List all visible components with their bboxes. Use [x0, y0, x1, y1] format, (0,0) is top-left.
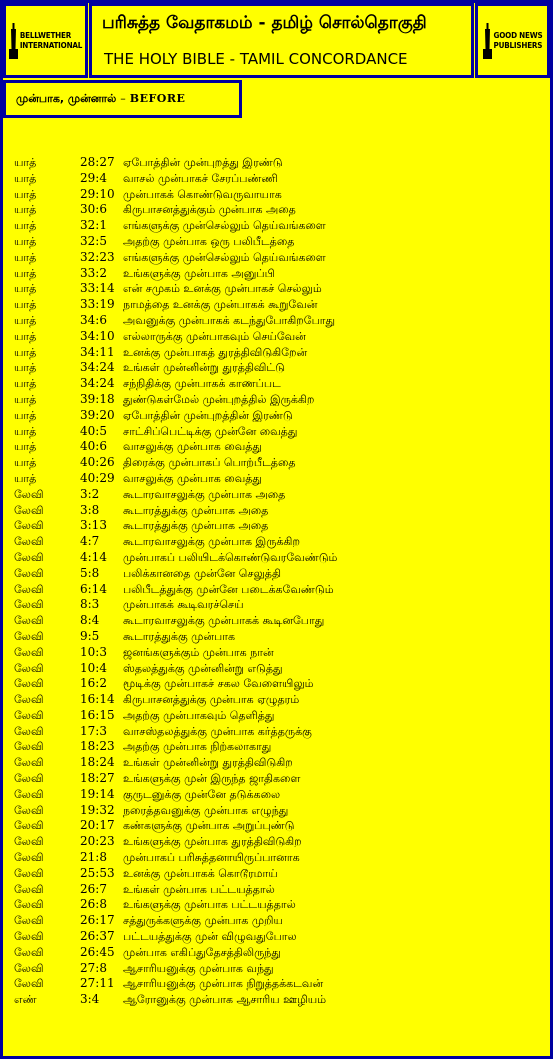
entry-text: உனக்கு முன்பாகக் கொடூரமாய் — [123, 866, 278, 880]
entry-book: லேவி — [14, 835, 44, 849]
entry-book: லேவி — [14, 787, 44, 801]
entry-book: லேவி — [14, 566, 44, 580]
entry-reference: 3:8 — [80, 502, 100, 517]
entry-book: லேவி — [14, 582, 44, 596]
entry-book: லேவி — [14, 866, 44, 880]
entry-reference: 34:10 — [80, 328, 115, 343]
entry-text: நரைத்தவனுக்கு முன்பாக எழுந்து — [123, 803, 289, 817]
entry-book: லேவி — [14, 803, 44, 817]
title-tamil: பரிசுத்த வேதாகமம் - தமிழ் சொல்தொகுதி — [102, 13, 427, 33]
entry-book: லேவி — [14, 645, 44, 659]
entry-book: லேவி — [14, 930, 44, 944]
entry-text: மூடிக்கு முன்பாகச் சகல வேளையிலும் — [123, 677, 314, 691]
entry-text: ஜனங்களுக்கும் முன்பாக நான் — [123, 645, 274, 659]
entry-reference: 18:24 — [80, 755, 115, 770]
headword-tamil: முன்பாக, முன்னால் — [16, 92, 117, 105]
entry-text: ஏபோத்தின் முன்புறத்து இரண்டு — [123, 156, 283, 169]
entry-text: அதற்கு முன்பாக நிற்கலாகாது — [123, 740, 272, 754]
bellwether-logo-text: BELLWETHER INTERNATIONAL — [19, 30, 83, 50]
entry-text: உங்களுக்கு முன்பாக துரத்திவிடுகிற — [123, 835, 302, 849]
entry-text: ஸ்தலத்துக்கு முன்னின்று எடுத்து — [123, 661, 283, 675]
entry-text: வாசல் முன்பாகச் சேரப்பண்ணி — [123, 171, 278, 185]
entry-text: ஆரோனுக்கு முன்பாக ஆசாரிய ஊழியம் — [123, 993, 327, 1007]
entry-reference: 3:4 — [80, 992, 100, 1007]
entry-reference: 18:27 — [80, 771, 115, 786]
entry-book: லேவி — [14, 882, 44, 896]
entry-book: லேவி — [14, 977, 44, 991]
entry-text: ஆசாரியனுக்கு முன்பாக நிறுத்தக்கடவன் — [123, 977, 324, 991]
entry-reference: 17:3 — [80, 723, 107, 738]
entry-book: யாத் — [14, 282, 37, 296]
entry-reference: 33:19 — [80, 297, 115, 312]
entry-reference: 28:27 — [80, 155, 115, 169]
entry-book: லேவி — [14, 945, 44, 959]
entry-book: லேவி — [14, 487, 44, 501]
title-panel — [89, 3, 474, 78]
entry-book: லேவி — [14, 598, 44, 612]
entry-text: பலிபீடத்துக்கு முன்னே படைக்கவேண்டும் — [123, 582, 334, 596]
entry-reference: 25:53 — [80, 865, 115, 880]
entry-book: யாத் — [14, 471, 37, 485]
entry-text: ஆசாரியனுக்கு முன்பாக வந்து — [123, 961, 274, 975]
entry-text: பலிக்கானதை முன்னே செலுத்தி — [123, 566, 281, 580]
entry-reference: 34:11 — [80, 344, 115, 359]
entry-reference: 9:5 — [80, 628, 100, 643]
entry-text: முன்பாகக் கூடிவரச்செய் — [123, 598, 244, 612]
entry-book: யாத் — [14, 313, 37, 327]
entry-book: யாத் — [14, 408, 37, 422]
entry-text: கூடாரத்துக்கு முன்பாக — [123, 629, 236, 643]
entry-reference: 40:29 — [80, 470, 115, 485]
entry-reference: 19:14 — [80, 786, 115, 801]
entry-reference: 26:37 — [80, 929, 115, 944]
entry-reference: 8:3 — [80, 597, 100, 612]
entry-text: சாட்சிப்பெட்டிக்கு முன்னே வைத்து — [123, 424, 298, 438]
entry-reference: 20:17 — [80, 818, 115, 833]
entry-text: உங்கள் முன்னின்று துரத்திவிட்டு — [123, 361, 285, 375]
entry-book: யாத் — [14, 266, 37, 280]
entry-reference: 32:23 — [80, 249, 115, 264]
entry-book: யாத் — [14, 219, 37, 233]
entry-reference: 27:11 — [80, 976, 115, 991]
entry-text: எங்களுக்கு முன்செல்லும் தெய்வங்களை — [123, 250, 326, 264]
entry-text: கிருபாசனத்துக்கும் முன்பாக அதை — [123, 203, 296, 217]
entry-book: யாத் — [14, 171, 37, 185]
entry-text: கூடாரவாசலுக்கு முன்பாகக் கூடினபோது — [123, 614, 325, 628]
entry-reference: 5:8 — [80, 565, 100, 580]
entry-text: உங்களுக்கு முன்பாக பட்டயத்தால் — [123, 898, 296, 912]
entry-text: கூடாரத்துக்கு முன்பாக அதை — [123, 519, 269, 533]
entry-book: யாத் — [14, 298, 37, 312]
goodnews-logo-panel — [475, 3, 550, 78]
entry-reference: 18:23 — [80, 739, 115, 754]
entry-text: துண்டுகள்மேல் முன்புறத்தில் இருக்கிற — [123, 392, 315, 406]
entry-reference: 30:6 — [80, 202, 107, 217]
entry-reference: 29:10 — [80, 186, 115, 201]
entry-book: லேவி — [14, 677, 44, 691]
statue-icon — [483, 23, 492, 59]
entry-book: லேவி — [14, 740, 44, 754]
entry-text: உனக்கு முன்பாகத் துரத்திவிடுகிறேன் — [123, 345, 308, 359]
entry-text: முன்பாகப் பலியிடக்கொண்டுவரவேண்டும் — [123, 550, 338, 564]
entry-book: லேவி — [14, 898, 44, 912]
entry-reference: 26:8 — [80, 897, 107, 912]
entry-text: முன்பாகக் கொண்டுவருவாயாக — [123, 187, 282, 201]
entry-book: லேவி — [14, 914, 44, 928]
entry-text: வாசஸ்தலத்துக்கு முன்பாக கர்த்தருக்கு — [123, 724, 312, 738]
entry-text: எல்லாருக்கு முன்பாகவும் செய்வேன் — [123, 329, 306, 343]
entry-reference: 40:6 — [80, 439, 107, 454]
entry-reference: 34:24 — [80, 376, 115, 391]
entry-book: லேவி — [14, 693, 44, 707]
entry-reference: 26:17 — [80, 913, 115, 928]
entry-book: லேவி — [14, 629, 44, 643]
headword: முன்பாக, முன்னால் – BEFORE — [16, 92, 186, 105]
entry-reference: 32:5 — [80, 233, 107, 248]
entry-book: யாத் — [14, 234, 37, 248]
entry-book: லேவி — [14, 756, 44, 770]
entry-reference: 10:4 — [80, 660, 107, 675]
entry-text: அவனுக்கு முன்பாகக் கடந்துபோகிறபோது — [123, 313, 336, 327]
entry-reference: 10:3 — [80, 644, 107, 659]
entry-reference: 4:14 — [80, 549, 107, 564]
entry-book: லேவி — [14, 819, 44, 833]
entry-text: கூடாரத்துக்கு முன்பாக அதை — [123, 503, 269, 517]
entry-book: லேவி — [14, 724, 44, 738]
entry-book: லேவி — [14, 661, 44, 675]
entry-text: அதற்கு முன்பாகவும் தெளித்து — [123, 708, 275, 722]
entry-book: லேவி — [14, 519, 44, 533]
entry-book: லேவி — [14, 550, 44, 564]
entry-book: யாத் — [14, 456, 37, 470]
entry-reference: 6:14 — [80, 581, 107, 596]
entry-reference: 3:2 — [80, 486, 100, 501]
goodnews-logo-text: GOOD NEWS PUBLISHERS — [493, 30, 543, 50]
entry-book: லேவி — [14, 772, 44, 786]
entry-text: முன்பாக எகிப்துதேசத்திலிருந்து — [123, 945, 281, 959]
entry-text: வாசலுக்கு முன்பாக வைத்து — [123, 440, 262, 454]
entry-reference: 40:5 — [80, 423, 107, 438]
entry-text: உங்கள் முன்பாக பட்டயத்தால் — [123, 882, 275, 896]
entry-reference: 3:13 — [80, 518, 107, 533]
entry-text: குருடனுக்கு முன்னே தடுக்கலை — [123, 787, 281, 801]
entry-reference: 26:45 — [80, 944, 115, 959]
entry-text: உங்கள் முன்னின்று துரத்திவிடுகிற — [123, 756, 293, 770]
entry-text: முன்பாகப் பரிசுத்தனாயிருப்பானாக — [123, 851, 300, 865]
entry-reference: 16:15 — [80, 707, 115, 722]
entry-reference: 26:7 — [80, 881, 107, 896]
entry-reference: 33:2 — [80, 265, 107, 280]
bellwether-logo-panel — [3, 3, 88, 78]
entry-text: சந்நிதிக்கு முன்பாகக் காணப்பட — [123, 377, 281, 391]
entry-text: உங்களுக்கு முன் இருந்த ஜாதிகளை — [123, 772, 301, 786]
entry-text: கூடாரவாசலுக்கு முன்பாக இருக்கிற — [123, 535, 300, 549]
entry-text: எங்களுக்கு முன்செல்லும் தெய்வங்களை — [123, 219, 326, 233]
headword-english: BEFORE — [129, 92, 186, 105]
entry-book: யாத் — [14, 329, 37, 343]
headword-panel — [3, 80, 242, 118]
entry-reference: 40:26 — [80, 455, 115, 470]
entry-book: எண் — [14, 993, 37, 1007]
entry-text: அதற்கு முன்பாக ஒரு பலிபீடத்தை — [123, 234, 295, 248]
entry-reference: 16:14 — [80, 692, 115, 707]
entry-reference: 8:4 — [80, 613, 100, 628]
entry-reference: 34:24 — [80, 360, 115, 375]
entry-book: யாத் — [14, 392, 37, 406]
entry-reference: 29:4 — [80, 170, 107, 185]
entry-book: யாத் — [14, 377, 37, 391]
entry-book: யாத் — [14, 203, 37, 217]
entry-reference: 27:8 — [80, 960, 107, 975]
entry-book: யாத் — [14, 250, 37, 264]
entry-text: என் சமுகம் உனக்கு முன்பாகச் செல்லும் — [123, 282, 322, 296]
entry-text: கண்களுக்கு முன்பாக அறுப்புண்டு — [123, 819, 295, 833]
statue-icon — [9, 23, 18, 59]
entry-text: பட்டயத்துக்கு முன் விழுவதுபோல — [123, 930, 297, 944]
entry-reference: 4:7 — [80, 534, 100, 549]
entry-book: யாத் — [14, 440, 37, 454]
entry-text: ஏபோத்தின் முன்புறத்தின் இரண்டு — [123, 408, 293, 422]
entry-reference: 20:23 — [80, 834, 115, 849]
entry-book: லேவி — [14, 708, 44, 722]
title-english: THE HOLY BIBLE - TAMIL CONCORDANCE — [104, 50, 408, 68]
entry-book: லேவி — [14, 535, 44, 549]
entry-reference: 21:8 — [80, 850, 107, 865]
entry-reference: 39:18 — [80, 391, 115, 406]
entry-book: லேவி — [14, 503, 44, 517]
entry-reference: 33:14 — [80, 281, 115, 296]
entry-reference: 32:1 — [80, 218, 107, 233]
entry-book: லேவி — [14, 961, 44, 975]
entry-book: யாத் — [14, 187, 37, 201]
entry-text: திரைக்கு முன்பாகப் பொற்பீடத்தை — [123, 456, 296, 470]
entry-book: யாத் — [14, 361, 37, 375]
entry-text: சத்துருக்களுக்கு முன்பாக முறிய — [123, 914, 283, 928]
entry-text: கூடாரவாசலுக்கு முன்பாக அதை — [123, 487, 286, 501]
entry-reference: 16:2 — [80, 676, 107, 691]
entry-reference: 34:6 — [80, 312, 107, 327]
entry-text: உங்களுக்கு முன்பாக அனுப்பி — [123, 266, 275, 280]
entry-reference: 19:32 — [80, 802, 115, 817]
entry-book: யாத் — [14, 156, 37, 169]
entry-book: யாத் — [14, 424, 37, 438]
entry-text: வாசலுக்கு முன்பாக வைத்து — [123, 471, 262, 485]
entry-reference: 39:20 — [80, 407, 115, 422]
entry-text: கிருபாசனத்துக்கு முன்பாக ஏழுதரம் — [123, 693, 300, 707]
entry-text: நாமத்தை உனக்கு முன்பாகக் கூறுவேன் — [123, 298, 318, 312]
entry-book: லேவி — [14, 851, 44, 865]
entry-book: லேவி — [14, 614, 44, 628]
entry-book: யாத் — [14, 345, 37, 359]
